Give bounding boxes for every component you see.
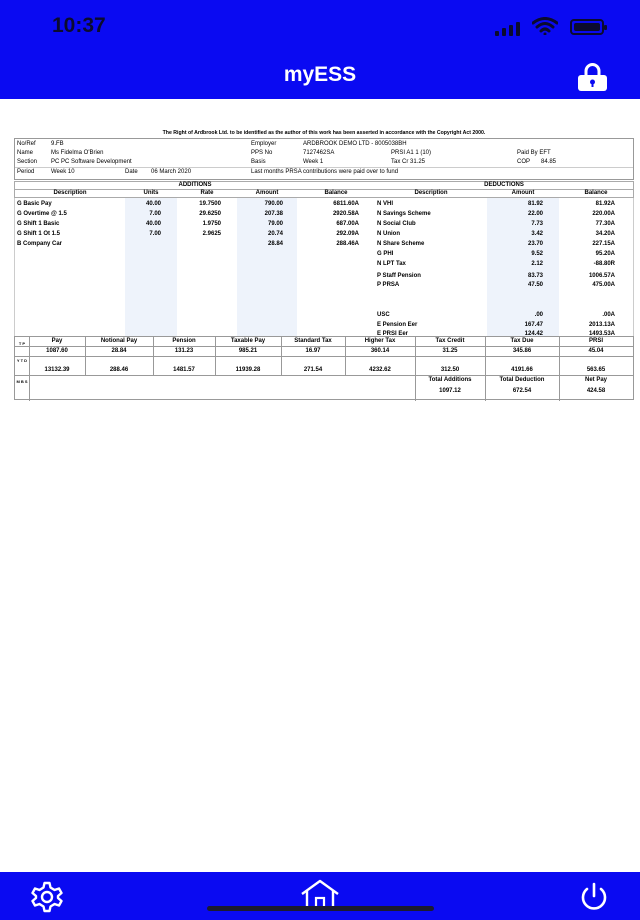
deduction-row xyxy=(15,261,633,269)
deduction-row xyxy=(15,211,633,219)
addition-rate: 29.6250 xyxy=(199,211,221,217)
deduction-balance: 81.92A xyxy=(595,201,615,207)
summary-column-header: Taxable Pay xyxy=(230,338,266,344)
deduction-desc: N Social Club xyxy=(377,221,416,227)
summary-column-header: Notional Pay xyxy=(100,338,138,344)
ytd-label: Y T D xyxy=(16,358,28,363)
this-period-label: T P xyxy=(18,341,26,346)
deduction-desc: N Share Scheme xyxy=(377,241,425,247)
addition-desc: G Shift 1 Basic xyxy=(17,221,60,227)
summary-ytd-value: 1481.57 xyxy=(173,367,195,373)
addition-balance: 292.09A xyxy=(336,231,359,237)
summary-this-period-value: 360.14 xyxy=(370,348,390,354)
deduction-desc: N Union xyxy=(377,231,400,237)
cop-value: 84.85 xyxy=(541,159,557,165)
summary-this-period-value: 1087.60 xyxy=(46,348,68,354)
deduction-desc: P Staff Pension xyxy=(377,273,421,279)
deduction-balance: 1006.57A xyxy=(588,273,615,279)
addition-desc: G Basic Pay xyxy=(17,201,52,207)
deduction-balance: -88.80R xyxy=(593,261,615,267)
addition-balance: 288.46A xyxy=(336,241,359,247)
addition-rate: 19.7500 xyxy=(199,201,221,207)
copyright-notice: The Right of Ardbrook Ltd. to be identified as the author of this work has been asserted in accordance with the Copyright Act 2000. xyxy=(162,130,486,136)
home-icon[interactable] xyxy=(300,879,340,909)
summary-ytd-value: 4191.66 xyxy=(511,367,533,373)
deduction-amount: 23.70 xyxy=(527,241,543,247)
col-ded-amount: Amount xyxy=(487,189,559,198)
summary-column-header: Pay xyxy=(51,338,63,344)
deduction-amount: 2.12 xyxy=(531,261,543,267)
deduction-row xyxy=(15,273,633,281)
payslip xyxy=(14,130,634,400)
deduction-balance: 95.20A xyxy=(595,251,615,257)
summary-ytd-value: 271.54 xyxy=(303,367,323,373)
lock-icon[interactable] xyxy=(576,63,609,91)
tax-credit-header: Tax Cr 31.25 xyxy=(391,159,426,165)
summary-total-label: Net Pay xyxy=(584,377,607,383)
addition-balance: 2920.58A xyxy=(332,211,359,217)
summary-total-value: 424.58 xyxy=(586,388,606,394)
deduction-balance: 77.30A xyxy=(595,221,615,227)
addition-amount: 207.38 xyxy=(264,211,283,217)
header-bar xyxy=(0,0,640,99)
employer-value: ARDBROOK DEMO LTD - 8005038BH xyxy=(303,141,407,147)
deduction-amount: .00 xyxy=(534,312,543,318)
summary-ytd-value: 13132.39 xyxy=(44,367,70,373)
summary-ytd-value: 312.50 xyxy=(440,367,460,373)
pps-label: PPS No xyxy=(251,150,273,156)
addition-balance: 687.00A xyxy=(336,221,359,227)
pps-value: 7127462SA xyxy=(303,150,335,156)
summary-column-header: Higher Tax xyxy=(364,338,396,344)
deduction-row xyxy=(15,312,633,320)
deduction-amount: 167.47 xyxy=(524,322,543,328)
deduction-amount: 3.42 xyxy=(531,231,543,237)
deduction-row xyxy=(15,221,633,229)
cop-label: COP xyxy=(517,159,531,165)
period-value: Week 10 xyxy=(51,169,75,175)
addition-amount: 20.74 xyxy=(267,231,283,237)
summary-column-header: PRSI xyxy=(588,338,603,344)
deduction-amount: 22.00 xyxy=(527,211,543,217)
deduction-balance: 1493.53A xyxy=(588,331,615,337)
addition-amount: 28.84 xyxy=(267,241,283,247)
summary-total-label: Total Deduction xyxy=(499,377,545,383)
deduction-amount: 9.52 xyxy=(531,251,543,257)
deduction-row xyxy=(15,251,633,259)
section-label: Section xyxy=(17,159,38,165)
addition-desc: B Company Car xyxy=(17,241,63,247)
addition-amount: 790.00 xyxy=(264,201,283,207)
deduction-desc: E Pension Eer xyxy=(377,322,418,328)
summary-ytd-value: 563.65 xyxy=(586,367,606,373)
date-value: 06 March 2020 xyxy=(151,169,192,175)
summary-this-period-value: 345.86 xyxy=(512,348,532,354)
deduction-balance: 34.20A xyxy=(595,231,615,237)
name-label: Name xyxy=(17,150,34,156)
deduction-amount: 7.73 xyxy=(531,221,543,227)
addition-units: 40.00 xyxy=(145,201,161,207)
summary-column-header: Tax Due xyxy=(510,338,534,344)
power-logout-icon[interactable] xyxy=(578,881,610,913)
summary-ytd-value: 11939.28 xyxy=(235,367,261,373)
addition-rate: 1.9750 xyxy=(202,221,221,227)
summary-this-period-value: 131.23 xyxy=(174,348,194,354)
section-value: PC PC Software Development xyxy=(51,159,132,165)
home-indicator xyxy=(207,906,434,911)
prsi-class: PRSI A1 1 (10) xyxy=(391,150,432,156)
deduction-desc: P PRSA xyxy=(377,282,400,288)
payslip-header xyxy=(14,138,634,180)
summary-this-period-value: 31.25 xyxy=(442,348,458,354)
deduction-balance: 220.00A xyxy=(592,211,615,217)
app-title: myESS xyxy=(283,63,357,86)
summary-this-period-value: 985.21 xyxy=(238,348,258,354)
deduction-row xyxy=(15,322,633,330)
summary-column-header: Pension xyxy=(172,338,196,344)
col-amount: Amount xyxy=(237,189,297,198)
summary-ytd-value: 4232.62 xyxy=(369,367,391,373)
employer-label: Employer xyxy=(251,141,277,147)
deduction-row xyxy=(15,241,633,249)
payslip-body xyxy=(14,198,634,336)
col-balance: Balance xyxy=(297,189,375,198)
deduction-desc: N LPT Tax xyxy=(377,261,406,267)
col-units: Units xyxy=(125,189,177,198)
mbs-label: M B S xyxy=(16,379,28,384)
col-ded-balance: Balance xyxy=(559,189,633,198)
summary-total-label: Total Additions xyxy=(428,377,472,383)
deduction-balance: 475.00A xyxy=(592,282,615,288)
summary-this-period-value: 16.97 xyxy=(305,348,321,354)
payslip-summary xyxy=(14,336,634,400)
deduction-desc: G PHI xyxy=(377,251,394,257)
summary-this-period-value: 45.04 xyxy=(588,348,604,354)
battery-icon xyxy=(570,19,604,35)
summary-this-period-value: 28.84 xyxy=(111,348,127,354)
addition-units: 7.00 xyxy=(149,231,161,237)
deduction-desc: N Savings Scheme xyxy=(377,211,431,217)
deduction-row xyxy=(15,231,633,239)
deduction-row xyxy=(15,201,633,209)
basis-label: Basis xyxy=(251,159,266,165)
additions-heading: ADDITIONS xyxy=(178,182,212,188)
summary-ytd-value: 288.46 xyxy=(109,367,129,373)
col-description: Description xyxy=(15,189,125,198)
deduction-desc: E PRSI Eer xyxy=(377,331,409,337)
deduction-amount: 47.50 xyxy=(527,282,543,288)
summary-column-header: Tax Credit xyxy=(435,338,465,344)
basis-value: Week 1 xyxy=(303,159,324,165)
addition-rate: 2.9625 xyxy=(202,231,221,237)
payslip-note: Last months PRSA contributions were paid over to fund xyxy=(251,169,399,175)
period-label: Period xyxy=(17,169,35,175)
deduction-amount: 83.73 xyxy=(527,273,543,279)
status-time: 10:37 xyxy=(52,14,106,37)
no-ref-label: No/Ref xyxy=(17,141,36,147)
addition-amount: 79.00 xyxy=(267,221,283,227)
deductions-heading: DEDUCTIONS xyxy=(484,182,524,188)
deduction-balance: 227.15A xyxy=(592,241,615,247)
deduction-desc: N VHI xyxy=(377,201,394,207)
no-ref-value: 9.FB xyxy=(51,141,64,147)
settings-gear-icon[interactable] xyxy=(28,881,66,913)
name-value: Ms Fidelma O'Brien xyxy=(51,150,104,156)
addition-desc: G Shift 1 Ot 1.5 xyxy=(17,231,61,237)
wifi-icon xyxy=(532,17,558,35)
column-headings xyxy=(14,181,634,198)
summary-column-header: Standard Tax xyxy=(294,338,332,344)
deduction-desc: USC xyxy=(377,312,390,318)
paid-by: Paid By EFT xyxy=(517,150,551,156)
addition-desc: G Overtime @ 1.5 xyxy=(17,211,67,217)
addition-units: 40.00 xyxy=(145,221,161,227)
deduction-row xyxy=(15,282,633,290)
deduction-balance: .00A xyxy=(602,312,615,318)
cellular-signal-icon xyxy=(495,22,521,36)
deduction-amount: 81.92 xyxy=(527,201,543,207)
deduction-amount: 124.42 xyxy=(524,331,543,337)
date-label: Date xyxy=(125,169,138,175)
summary-total-value: 1097.12 xyxy=(439,388,461,394)
addition-units: 7.00 xyxy=(149,211,161,217)
col-ded-description: Description xyxy=(375,189,487,198)
addition-balance: 6811.60A xyxy=(333,201,359,207)
col-rate: Rate xyxy=(177,189,237,198)
deduction-balance: 2013.13A xyxy=(588,322,615,328)
summary-total-value: 672.54 xyxy=(512,388,532,394)
